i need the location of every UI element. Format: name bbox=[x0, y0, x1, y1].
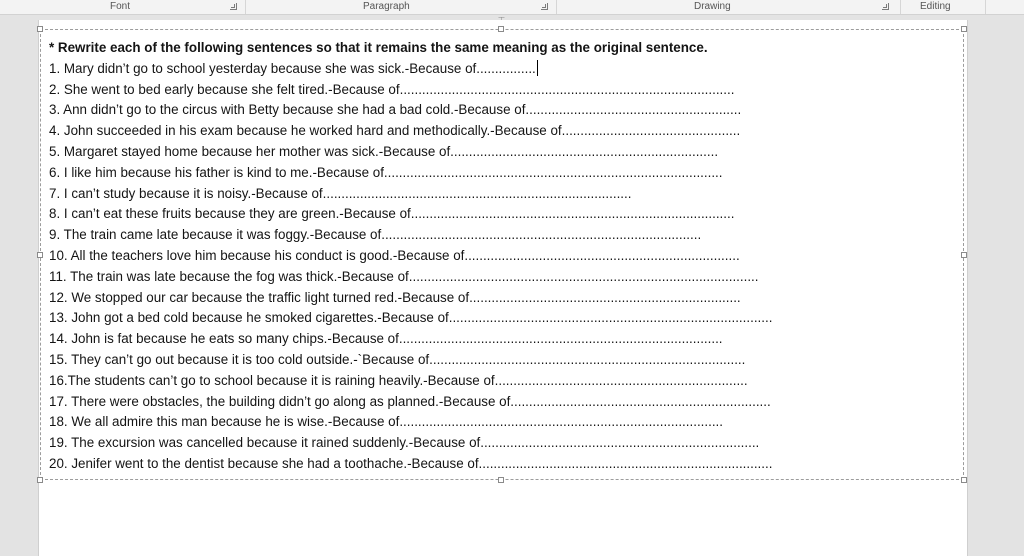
sentence-line[interactable]: 14. John is fat because he eats so many chips.-Because of....................................................................................... bbox=[49, 331, 723, 347]
sentence-line[interactable]: 10. All the teachers love him because his conduct is good.-Because of.......................................................................... bbox=[49, 247, 740, 263]
text-box[interactable] bbox=[40, 29, 964, 480]
sentence-line[interactable]: 3. Ann didn’t go to the circus with Betty because she had a bad cold.-Because of.......................................................... bbox=[49, 102, 742, 118]
sentence-line[interactable]: 17. There were obstacles, the building didn’t go along as planned.-Because of...................................................................... bbox=[49, 393, 771, 409]
sentence-text: 1. Mary didn’t go to school yesterday because she was sick.-Because of................ bbox=[49, 60, 536, 76]
divider bbox=[985, 0, 986, 14]
resize-handle-left-icon[interactable] bbox=[37, 252, 43, 258]
resize-handle-bottom-icon[interactable] bbox=[498, 477, 504, 483]
sentence-line[interactable]: 7. I can’t study because it is noisy.-Because of................................................................................... bbox=[49, 185, 632, 201]
sentence-line[interactable]: 5. Margaret stayed home because her mother was sick.-Because of........................................................................ bbox=[49, 143, 719, 159]
group-label-font: Font bbox=[110, 1, 131, 12]
resize-handle-top-right-icon[interactable] bbox=[961, 26, 967, 32]
paragraph-dialog-launcher-icon[interactable] bbox=[541, 3, 548, 10]
sentence-line[interactable]: 18. We all admire this man because he is wise.-Because of....................................................................................... bbox=[49, 414, 723, 430]
text-box-content[interactable] bbox=[49, 38, 954, 475]
resize-handle-top-left-icon[interactable] bbox=[37, 26, 43, 32]
sentence-line[interactable]: 6. I like him because his father is kind to me.-Because of........................................................................................... bbox=[49, 164, 723, 180]
divider bbox=[245, 0, 246, 14]
sentence-line[interactable]: 19. The excursion was cancelled because it rained suddenly.-Because of........................................................................... bbox=[49, 435, 760, 451]
group-label-drawing: Drawing bbox=[694, 1, 731, 12]
sentence-line[interactable]: 15. They can’t go out because it is too cold outside.-`Because of..................................................................................... bbox=[49, 351, 746, 367]
font-dialog-launcher-icon[interactable] bbox=[230, 3, 237, 10]
sentence-line[interactable]: 20. Jenifer went to the dentist because she had a toothache.-Because of............................................................................... bbox=[49, 455, 773, 471]
sentence-line[interactable]: 4. John succeeded in his exam because he worked hard and methodically.-Because of................................................ bbox=[49, 123, 741, 139]
sentence-line[interactable]: 8. I can’t eat these fruits because they are green.-Because of....................................................................................... bbox=[49, 206, 735, 222]
resize-handle-bottom-right-icon[interactable] bbox=[961, 477, 967, 483]
resize-handle-bottom-left-icon[interactable] bbox=[37, 477, 43, 483]
sentence-line[interactable]: 13. John got a bed cold because he smoked cigarettes.-Because of....................................................................................... bbox=[49, 310, 773, 326]
sentence-line[interactable]: 11. The train was late because the fog was thick.-Because of.............................................................................................. bbox=[49, 268, 759, 284]
text-caret bbox=[537, 60, 538, 76]
sentence-line[interactable]: 2. She went to bed early because she felt tired.-Because of.......................................................................................... bbox=[49, 81, 735, 97]
sentence-line[interactable]: 9. The train came late because it was foggy.-Because of...................................................................................... bbox=[49, 227, 702, 243]
drawing-dialog-launcher-icon[interactable] bbox=[882, 3, 889, 10]
ribbon-group-labels bbox=[0, 0, 1024, 15]
group-label-paragraph: Paragraph bbox=[363, 1, 410, 12]
instruction-heading: * Rewrite each of the following sentences so that it remains the same meaning as the original sentence. bbox=[49, 40, 708, 55]
group-label-editing: Editing bbox=[920, 1, 951, 12]
sentence-line[interactable]: 12. We stopped our car because the traffic light turned red.-Because of......................................................................... bbox=[49, 289, 741, 305]
document-page[interactable] bbox=[38, 20, 968, 556]
resize-handle-top-icon[interactable] bbox=[498, 26, 504, 32]
sentence-line[interactable]: 16.The students can’t go to school because it is raining heavily.-Because of.................................................................... bbox=[49, 372, 748, 388]
divider bbox=[900, 0, 901, 14]
divider bbox=[556, 0, 557, 14]
sentence-line[interactable] bbox=[49, 59, 954, 80]
resize-handle-right-icon[interactable] bbox=[961, 252, 967, 258]
